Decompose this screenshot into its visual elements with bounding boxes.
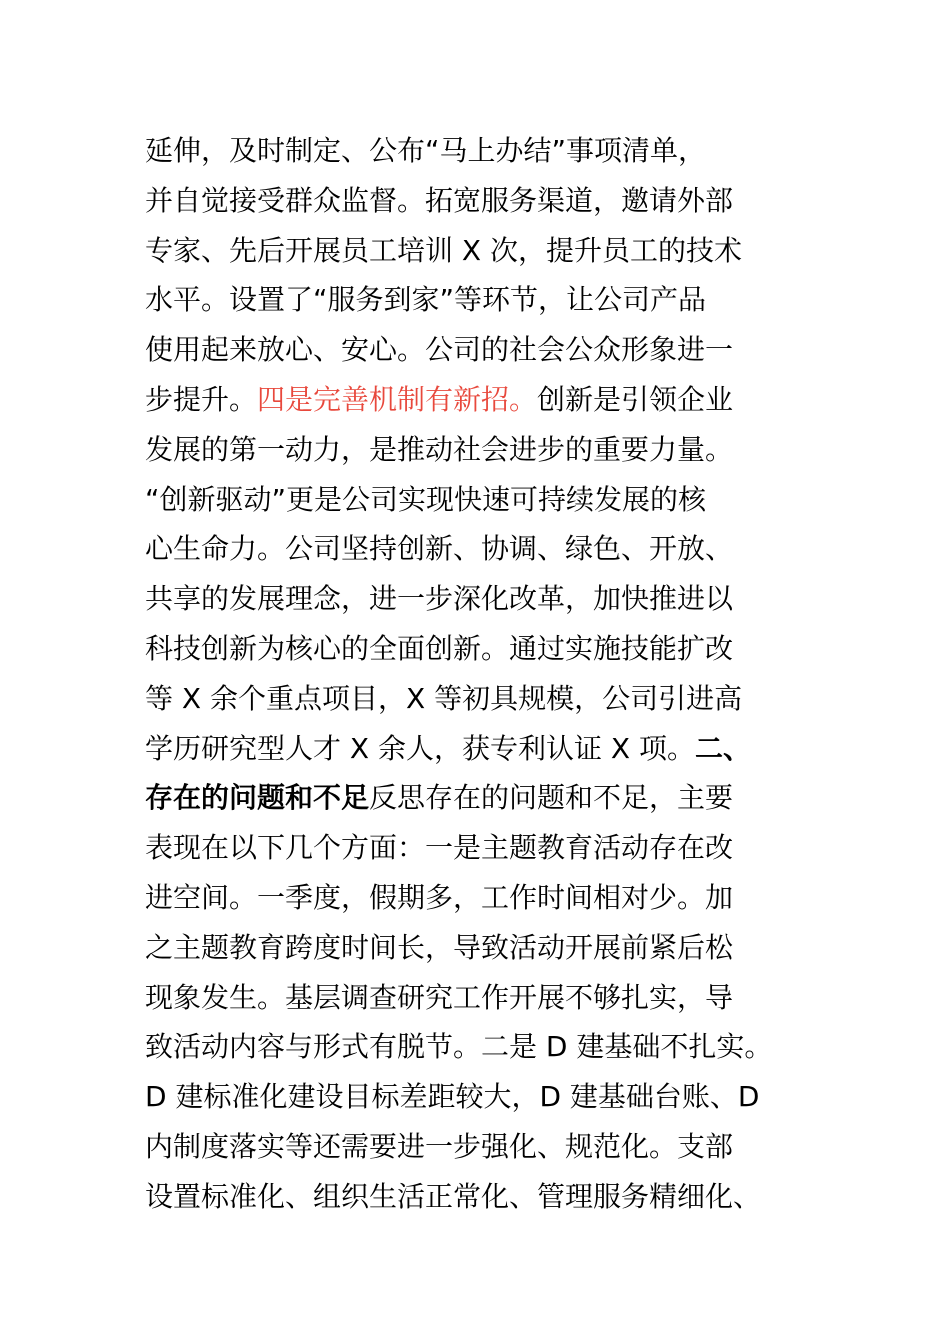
text-segment: D 建标准化建设目标差距较大，D 建基础台账、D xyxy=(145,1080,760,1114)
text-line xyxy=(145,226,825,276)
body-text xyxy=(145,126,825,1222)
text-line xyxy=(145,475,825,525)
text-segment: 发展的第一动力，是推动社会进步的重要力量。 xyxy=(145,432,734,466)
text-segment: 共享的发展理念，进一步深化改革，加快推进以 xyxy=(145,582,734,616)
text-segment: 之主题教育跨度时间长，导致活动开展前紧后松 xyxy=(145,930,734,964)
text-line xyxy=(145,973,825,1023)
text-line xyxy=(145,1022,825,1072)
text-segment: 延伸，及时制定、公布“马上办结”事项清单， xyxy=(145,134,707,167)
text-line xyxy=(145,1122,825,1172)
text-line xyxy=(145,923,825,973)
text-line xyxy=(145,674,825,724)
text-segment: 科技创新为核心的全面创新。通过实施技能扩改 xyxy=(145,631,734,665)
text-line xyxy=(145,624,825,674)
text-segment: 反思存在的问题和不足，主要 xyxy=(369,781,734,815)
text-line xyxy=(145,524,825,574)
text-segment: 使用起来放心、安心。公司的社会公众形象进一 xyxy=(145,333,734,367)
text-line xyxy=(145,1072,825,1122)
section-heading: 存在的问题和不足 xyxy=(145,781,370,815)
text-line xyxy=(145,126,825,176)
section-heading: 二、 xyxy=(694,731,751,765)
text-segment: 心生命力。公司坚持创新、协调、绿色、开放、 xyxy=(145,532,734,566)
text-segment: 水平。设置了“服务到家”等环节，让公司产品 xyxy=(145,283,707,317)
text-segment: 学历研究型人才 X 余人，获专利认证 X 项。 xyxy=(145,731,695,765)
text-segment: 进空间。一季度，假期多，工作时间相对少。加 xyxy=(145,880,734,914)
text-line xyxy=(145,275,825,325)
text-line xyxy=(145,873,825,923)
text-line xyxy=(145,1172,825,1222)
text-line xyxy=(145,823,825,873)
text-segment: 致活动内容与形式有脱节。二是 D 建基础不扎实。 xyxy=(145,1030,773,1064)
text-segment: 设置标准化、组织生活正常化、管理服务精细化、 xyxy=(145,1179,762,1213)
text-segment: 表现在以下几个方面：一是主题教育活动存在改 xyxy=(145,831,734,865)
text-line xyxy=(145,425,825,475)
text-line xyxy=(145,574,825,624)
text-line xyxy=(145,773,825,823)
text-line xyxy=(145,724,825,774)
text-segment: “创新驱动”更是公司实现快速可持续发展的核 xyxy=(145,482,707,516)
text-segment: 现象发生。基层调查研究工作开展不够扎实，导 xyxy=(145,980,734,1014)
text-line xyxy=(145,375,825,425)
text-segment: 步提升。 xyxy=(145,382,258,416)
text-segment: 内制度落实等还需要进一步强化、规范化。支部 xyxy=(145,1129,734,1163)
text-line xyxy=(145,325,825,375)
text-segment: 创新是引领企业 xyxy=(537,382,734,416)
text-segment: 并自觉接受群众监督。拓宽服务渠道，邀请外部 xyxy=(145,183,734,217)
highlighted-heading: 四是完善机制有新招。 xyxy=(257,382,538,416)
text-segment: 专家、先后开展员工培训 X 次，提升员工的技术 xyxy=(145,233,742,267)
text-segment: 等 X 余个重点项目，X 等初具规模，公司引进高 xyxy=(145,681,743,715)
text-line xyxy=(145,176,825,226)
